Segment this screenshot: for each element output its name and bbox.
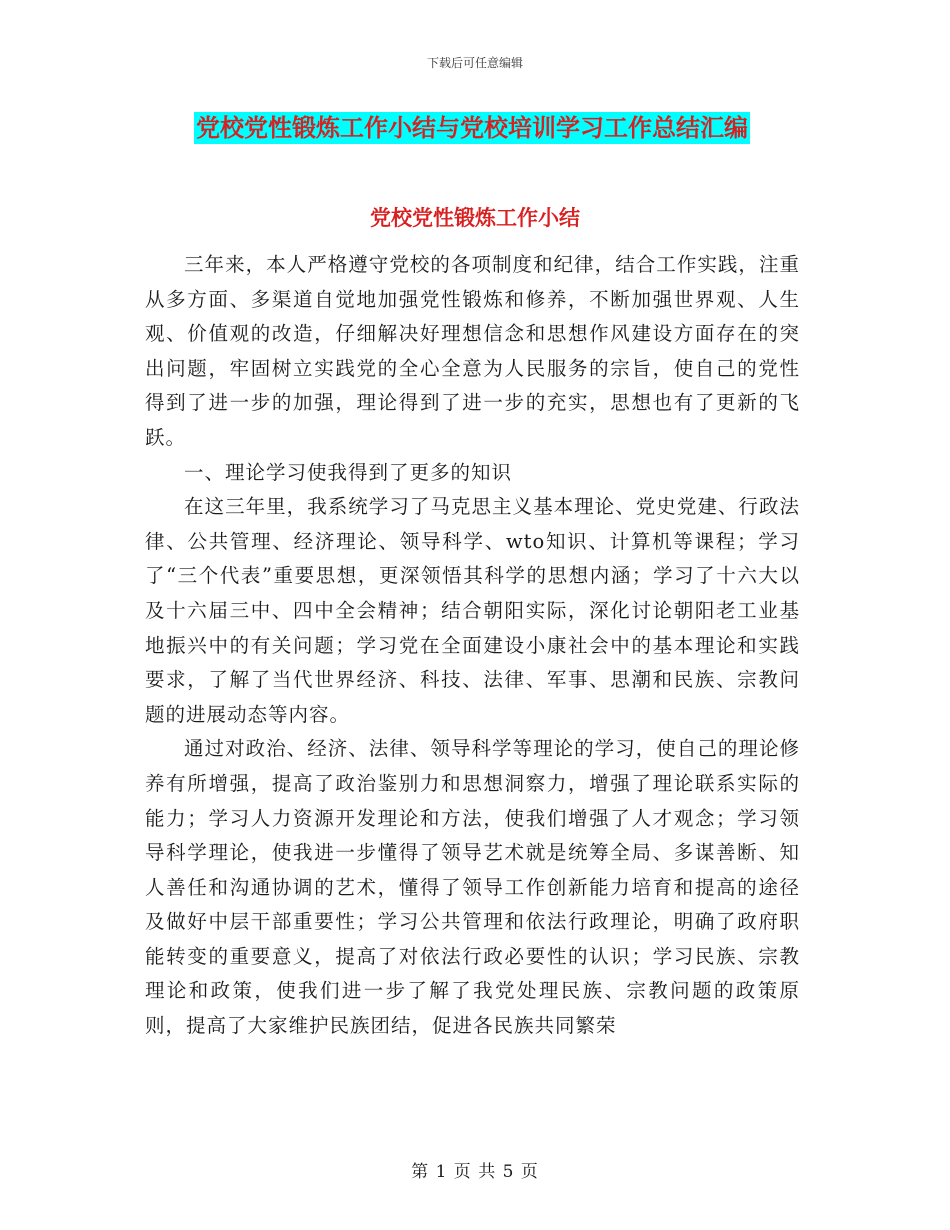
paragraph-study-content: 在这三年里，我系统学习了马克思主义基本理论、党史党建、行政法律、公共管理、经济理论、领导科学、wto知识、计算机等课程；学习了“三个代表”重要思想，更深领悟其科学的思想内涵；学习了十六大以及十六届三中、四中全会精神；结合朝阳实际，深化讨论朝阳老工业基地振兴中的有关问题；学习党在全面建设小康社会中的基本理论和实践要求，了解了当代世界经济、科技、法律、军事、思潮和民族、宗教问题的进展动态等内容。 [145, 495, 800, 726]
page-footer: 第 1 页 共 5 页 [411, 1162, 539, 1182]
header-note: 下载后可任意编辑 [426, 56, 523, 70]
paragraph-study-results: 通过对政治、经济、法律、领导科学等理论的学习，使自己的理论修养有所增强，提高了政治鉴别力和思想洞察力，增强了理论联系实际的能力；学习人力资源开发理论和方法，使我们增强了人才观念；学习领导科学理论，使我进一步懂得了领导艺术就是统筹全局、多谋善断、知人善任和沟通协调的艺术，懂得了领导工作创新能力培育和提高的途径及做好中层干部重要性；学习公共管理和依法行政理论，明确了政府职能转变的重要意义，提高了对依法行政必要性的认识；学习民族、宗教理论和政策，使我们进一步了解了我党处理民族、宗教问题的政策原则，提高了大家维护民族团结，促进各民族共同繁荣 [145, 737, 800, 1038]
document-body [145, 248, 800, 1044]
paragraph-intro: 三年来，本人严格遵守党校的各项制度和纪律，结合工作实践，注重从多方面、多渠道自觉地加强党性锻炼和修养，不断加强世界观、人生观、价值观的改造，仔细解决好理想信念和思想作风建设方面存在的突出问题，牢固树立实践党的全心全意为人民服务的宗旨，使自己的党性得到了进一步的加强，理论得到了进一步的充实，思想也有了更新的飞跃。 [145, 253, 800, 449]
section-title: 党校党性锻炼工作小结 [370, 205, 580, 230]
document-title: 党校党性锻炼工作小结与党校培训学习工作总结汇编 [196, 113, 748, 142]
paragraph-heading-1: 一、理论学习使我得到了更多的知识 [184, 460, 513, 484]
